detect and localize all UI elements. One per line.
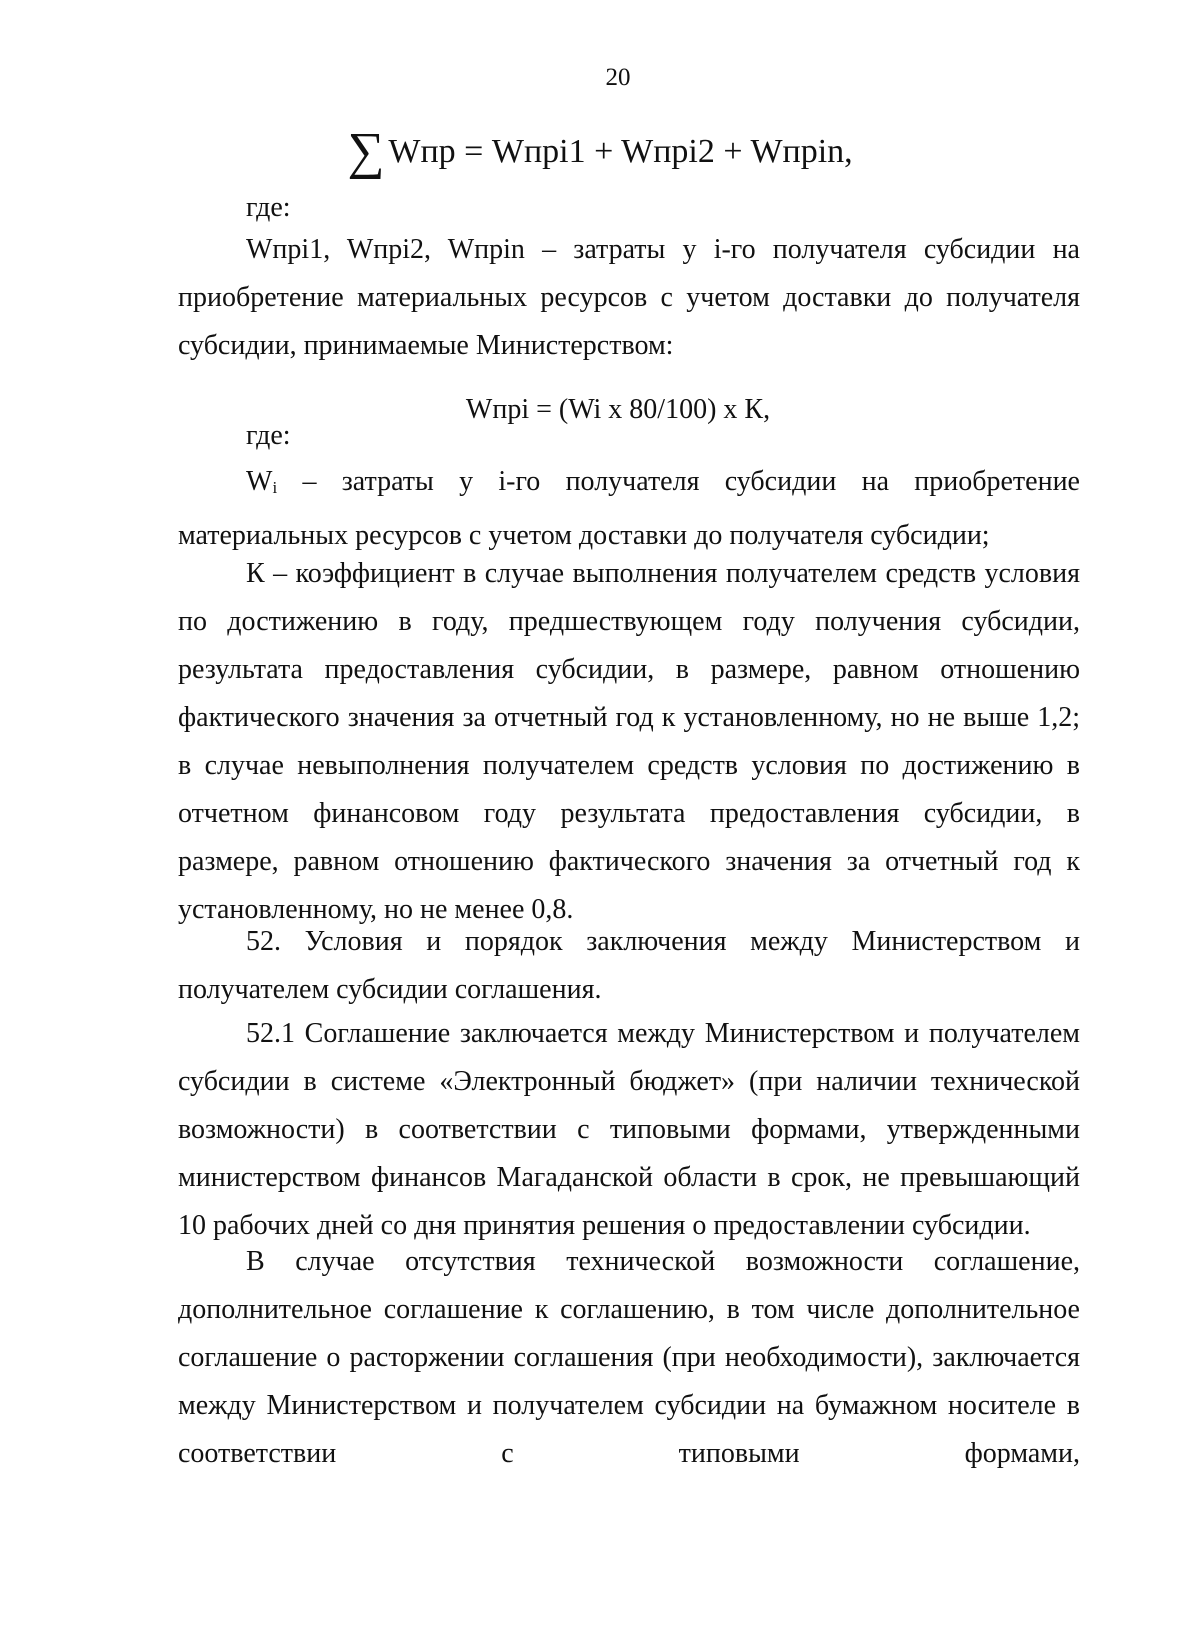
section-52-paragraph: 52. Условия и порядок заключения между Министерством и получателем субсидии соглашения. [178,926,1080,1005]
section-52-1-block [178,1010,1080,1250]
where-label-2-block [178,412,1080,460]
sum-formula [0,120,1200,184]
wpri-definition-paragraph: Wпрi1, Wпрi2, Wпрin – затраты у i-го получателя субсидии на приобретение материальных ресурсов с учетом доставки до получателя субсидии, принимаемые Министерством: [178,234,1080,361]
k-definition-paragraph: К – коэффициент в случае выполнения получателем средств условия по достижению в году, предшествующем году получения субсидии, результата предоставления субсидии, в размере, равном отношению фактического значения за отчетный год к установленному, но не выше 1,2; в случае невыполнения получателем средств условия по достижению в отчетном финансовом году результата предоставления субсидии, в размере, равном отношению фактического значения за отчетный год к установленному, но не менее 0,8. [178,558,1080,925]
no-tech-block [178,1238,1080,1478]
section-52-block [178,918,1080,1014]
where-label-2: где: [246,420,291,451]
where-label-1-block [178,184,1080,232]
wi-definition-paragraph [178,458,1080,560]
where-label-1: где: [246,192,291,223]
wi-subscript: i [272,478,278,497]
no-tech-paragraph: В случае отсутствия технической возможности соглашение, дополнительное соглашение к соглашению, в том числе дополнительное соглашение о расторжении соглашения (при необходимости), заключается между Министерством и получателем субсидии на бумажном носителе в соответствии с типовыми формами, [178,1246,1080,1469]
wi-symbol: W [246,466,273,497]
sum-formula-expression: Wпр = Wпрi1 + Wпрi2 + Wпрin, [388,133,853,170]
wpri-definition-block [178,226,1080,370]
k-definition-block [178,550,1080,934]
wpri-formula: Wпрi = (Wi x 80/100) x К, [465,394,771,425]
section-52-1-paragraph: 52.1 Соглашение заключается между Министерством и получателем субсидии в системе «Электронный бюджет» (при наличии технической возможности) в соответствии с типовыми формами, утвержденными министерством финансов Магаданской области в срок, не превышающий 10 рабочих дней со дня принятия решения о предоставлении субсидии. [178,1018,1080,1241]
wi-definition-text: – затраты у i-го получателя субсидии на приобретение материальных ресурсов с учетом доставки до получателя субсидии; [178,466,1080,551]
wi-definition-block [178,458,1080,560]
page-number: 20 [605,64,631,91]
sigma-symbol: ∑ [347,123,385,180]
